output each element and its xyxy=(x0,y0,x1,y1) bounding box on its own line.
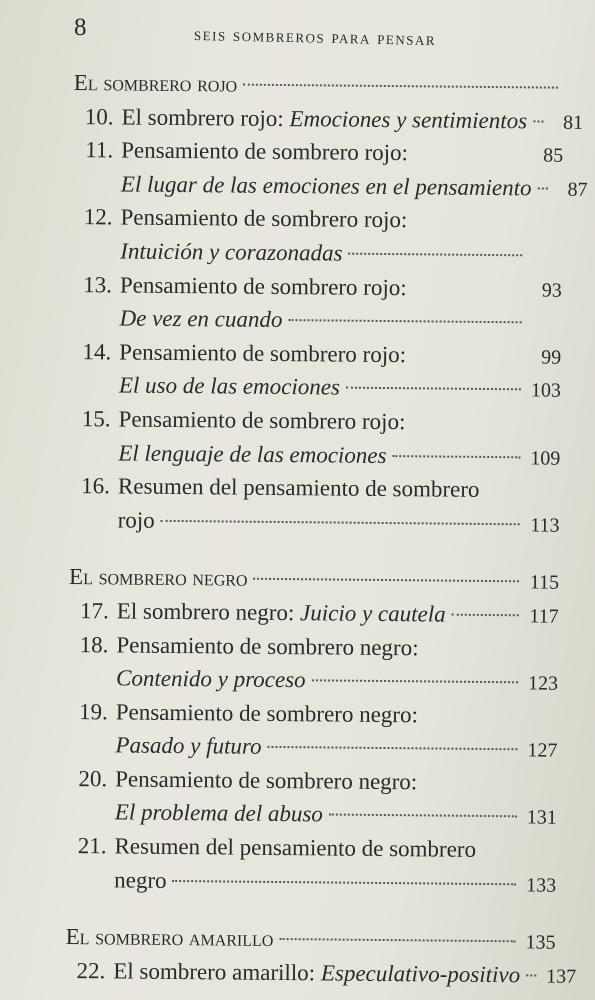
toc-section xyxy=(74,66,564,104)
entry-number: 14. xyxy=(82,338,112,365)
toc-entry xyxy=(73,100,584,138)
entry-title: Pensamiento de sombrero negro: xyxy=(116,631,419,660)
toc-entry xyxy=(68,695,558,733)
toc-entry xyxy=(65,954,577,992)
toc-entry-continuation xyxy=(67,728,557,766)
dot-leader xyxy=(526,974,536,976)
dot-leader xyxy=(288,319,521,323)
dot-leader xyxy=(533,120,543,122)
entry-page: 85 xyxy=(543,144,564,167)
dot-leader xyxy=(346,387,521,391)
entry-number: 10. xyxy=(84,103,114,129)
entry-number: 20. xyxy=(78,765,108,792)
entry-page: 137 xyxy=(546,965,577,988)
dot-leader xyxy=(268,746,518,750)
entry-subtitle: Intuición y corazonadas xyxy=(120,238,343,266)
toc-entry xyxy=(72,268,562,306)
dot-leader xyxy=(393,455,521,458)
dot-leader xyxy=(279,938,515,942)
entry-title: Pensamiento de sombrero rojo: xyxy=(118,406,406,435)
toc-entry-continuation xyxy=(68,661,558,699)
running-title: seis sombreros para pensar xyxy=(193,24,437,51)
entry-number: 15. xyxy=(81,406,111,432)
entry-subtitle: Contenido y proceso xyxy=(116,665,306,693)
entry-page: 81 xyxy=(563,111,584,134)
entry-page: 99 xyxy=(541,346,562,369)
page-number: 8 xyxy=(74,14,87,41)
table-of-contents xyxy=(65,66,588,992)
dot-leader xyxy=(161,520,520,525)
entry-number: 22. xyxy=(76,957,106,984)
section-title: El sombrero amarillo xyxy=(65,924,274,952)
entry-number: 11. xyxy=(85,137,114,163)
entry-title: Resumen del pensamiento de sombrero xyxy=(114,833,477,862)
toc-entry xyxy=(70,402,560,440)
entry-subtitle: El problema del abuso xyxy=(114,799,323,827)
toc-entry xyxy=(73,133,563,171)
toc-entry xyxy=(67,762,557,800)
toc-entry-continuation xyxy=(66,863,556,901)
entry-subtitle: Pasado y futuro xyxy=(115,732,262,760)
entry-title: Pensamiento de sombrero rojo: xyxy=(119,339,407,367)
entry-number: 17. xyxy=(79,597,109,624)
entry-page: 113 xyxy=(530,514,560,537)
entry-title: El sombrero negro: Juicio y cautela xyxy=(116,598,446,627)
toc-entry-continuation xyxy=(73,167,588,205)
toc-entry xyxy=(69,594,559,632)
dot-leader xyxy=(173,880,517,885)
toc-entry xyxy=(72,200,562,238)
entry-number: 12. xyxy=(83,204,113,230)
toc-section xyxy=(69,560,559,598)
dot-leader xyxy=(452,614,519,617)
dot-leader xyxy=(243,84,558,89)
entry-subtitle: rojo xyxy=(117,507,155,533)
entry-page: 103 xyxy=(530,379,562,403)
entry-subtitle: De vez en cuando xyxy=(119,305,283,333)
entry-number: 16. xyxy=(81,473,111,499)
entry-page: 93 xyxy=(541,279,562,302)
toc-entry-continuation xyxy=(71,301,561,339)
entry-title: Pensamiento de sombrero rojo: xyxy=(119,272,407,300)
entry-title: Pensamiento de sombrero negro: xyxy=(115,699,419,728)
dot-leader xyxy=(349,253,523,257)
section-title: El sombrero rojo xyxy=(73,69,238,97)
entry-title: El sombrero amarillo: Especulativo-positivo xyxy=(113,958,521,988)
entry-subtitle: El lugar de las emociones en el pensamiento xyxy=(120,171,532,201)
entry-number: 19. xyxy=(78,698,108,725)
entry-page: 109 xyxy=(530,446,561,470)
entry-title: Pensamiento de sombrero negro: xyxy=(115,766,418,795)
entry-title: El sombrero rojo: Emociones y sentimientos xyxy=(121,104,528,133)
toc-section xyxy=(65,920,555,958)
toc-entry xyxy=(66,829,556,867)
entry-number: 21. xyxy=(77,833,107,859)
entry-number: 13. xyxy=(83,271,113,297)
entry-page: 117 xyxy=(529,605,559,628)
entry-page: 127 xyxy=(527,739,558,762)
dot-leader xyxy=(538,187,548,189)
dot-leader xyxy=(329,814,517,818)
entry-subtitle: negro xyxy=(114,867,167,893)
entry-page: 123 xyxy=(527,672,559,695)
entry-title: Pensamiento de sombrero rojo: xyxy=(120,204,408,233)
toc-entry xyxy=(68,627,558,665)
section-page: 135 xyxy=(525,931,556,954)
entry-page: 87 xyxy=(567,178,588,201)
dot-leader xyxy=(254,578,520,583)
entry-subtitle: El uso de las emociones xyxy=(118,372,341,400)
entry-number: 18. xyxy=(79,631,109,657)
toc-entry-continuation xyxy=(67,795,557,833)
toc-entry-continuation xyxy=(69,503,559,541)
section-page: 115 xyxy=(529,571,560,594)
toc-entry-continuation xyxy=(70,436,560,474)
toc-entry-continuation xyxy=(71,368,561,406)
section-title: El sombrero negro xyxy=(68,564,248,592)
dot-leader xyxy=(312,679,518,683)
toc-entry xyxy=(70,469,560,507)
entry-title: Pensamiento de sombrero rojo: xyxy=(121,137,409,166)
entry-page: 133 xyxy=(526,874,557,897)
toc-entry xyxy=(71,335,561,373)
entry-subtitle: El lenguaje de las emociones xyxy=(118,439,387,468)
entry-title: Resumen del pensamiento de sombrero xyxy=(117,473,480,503)
entry-page: 131 xyxy=(526,806,557,830)
toc-entry-continuation xyxy=(72,234,562,272)
